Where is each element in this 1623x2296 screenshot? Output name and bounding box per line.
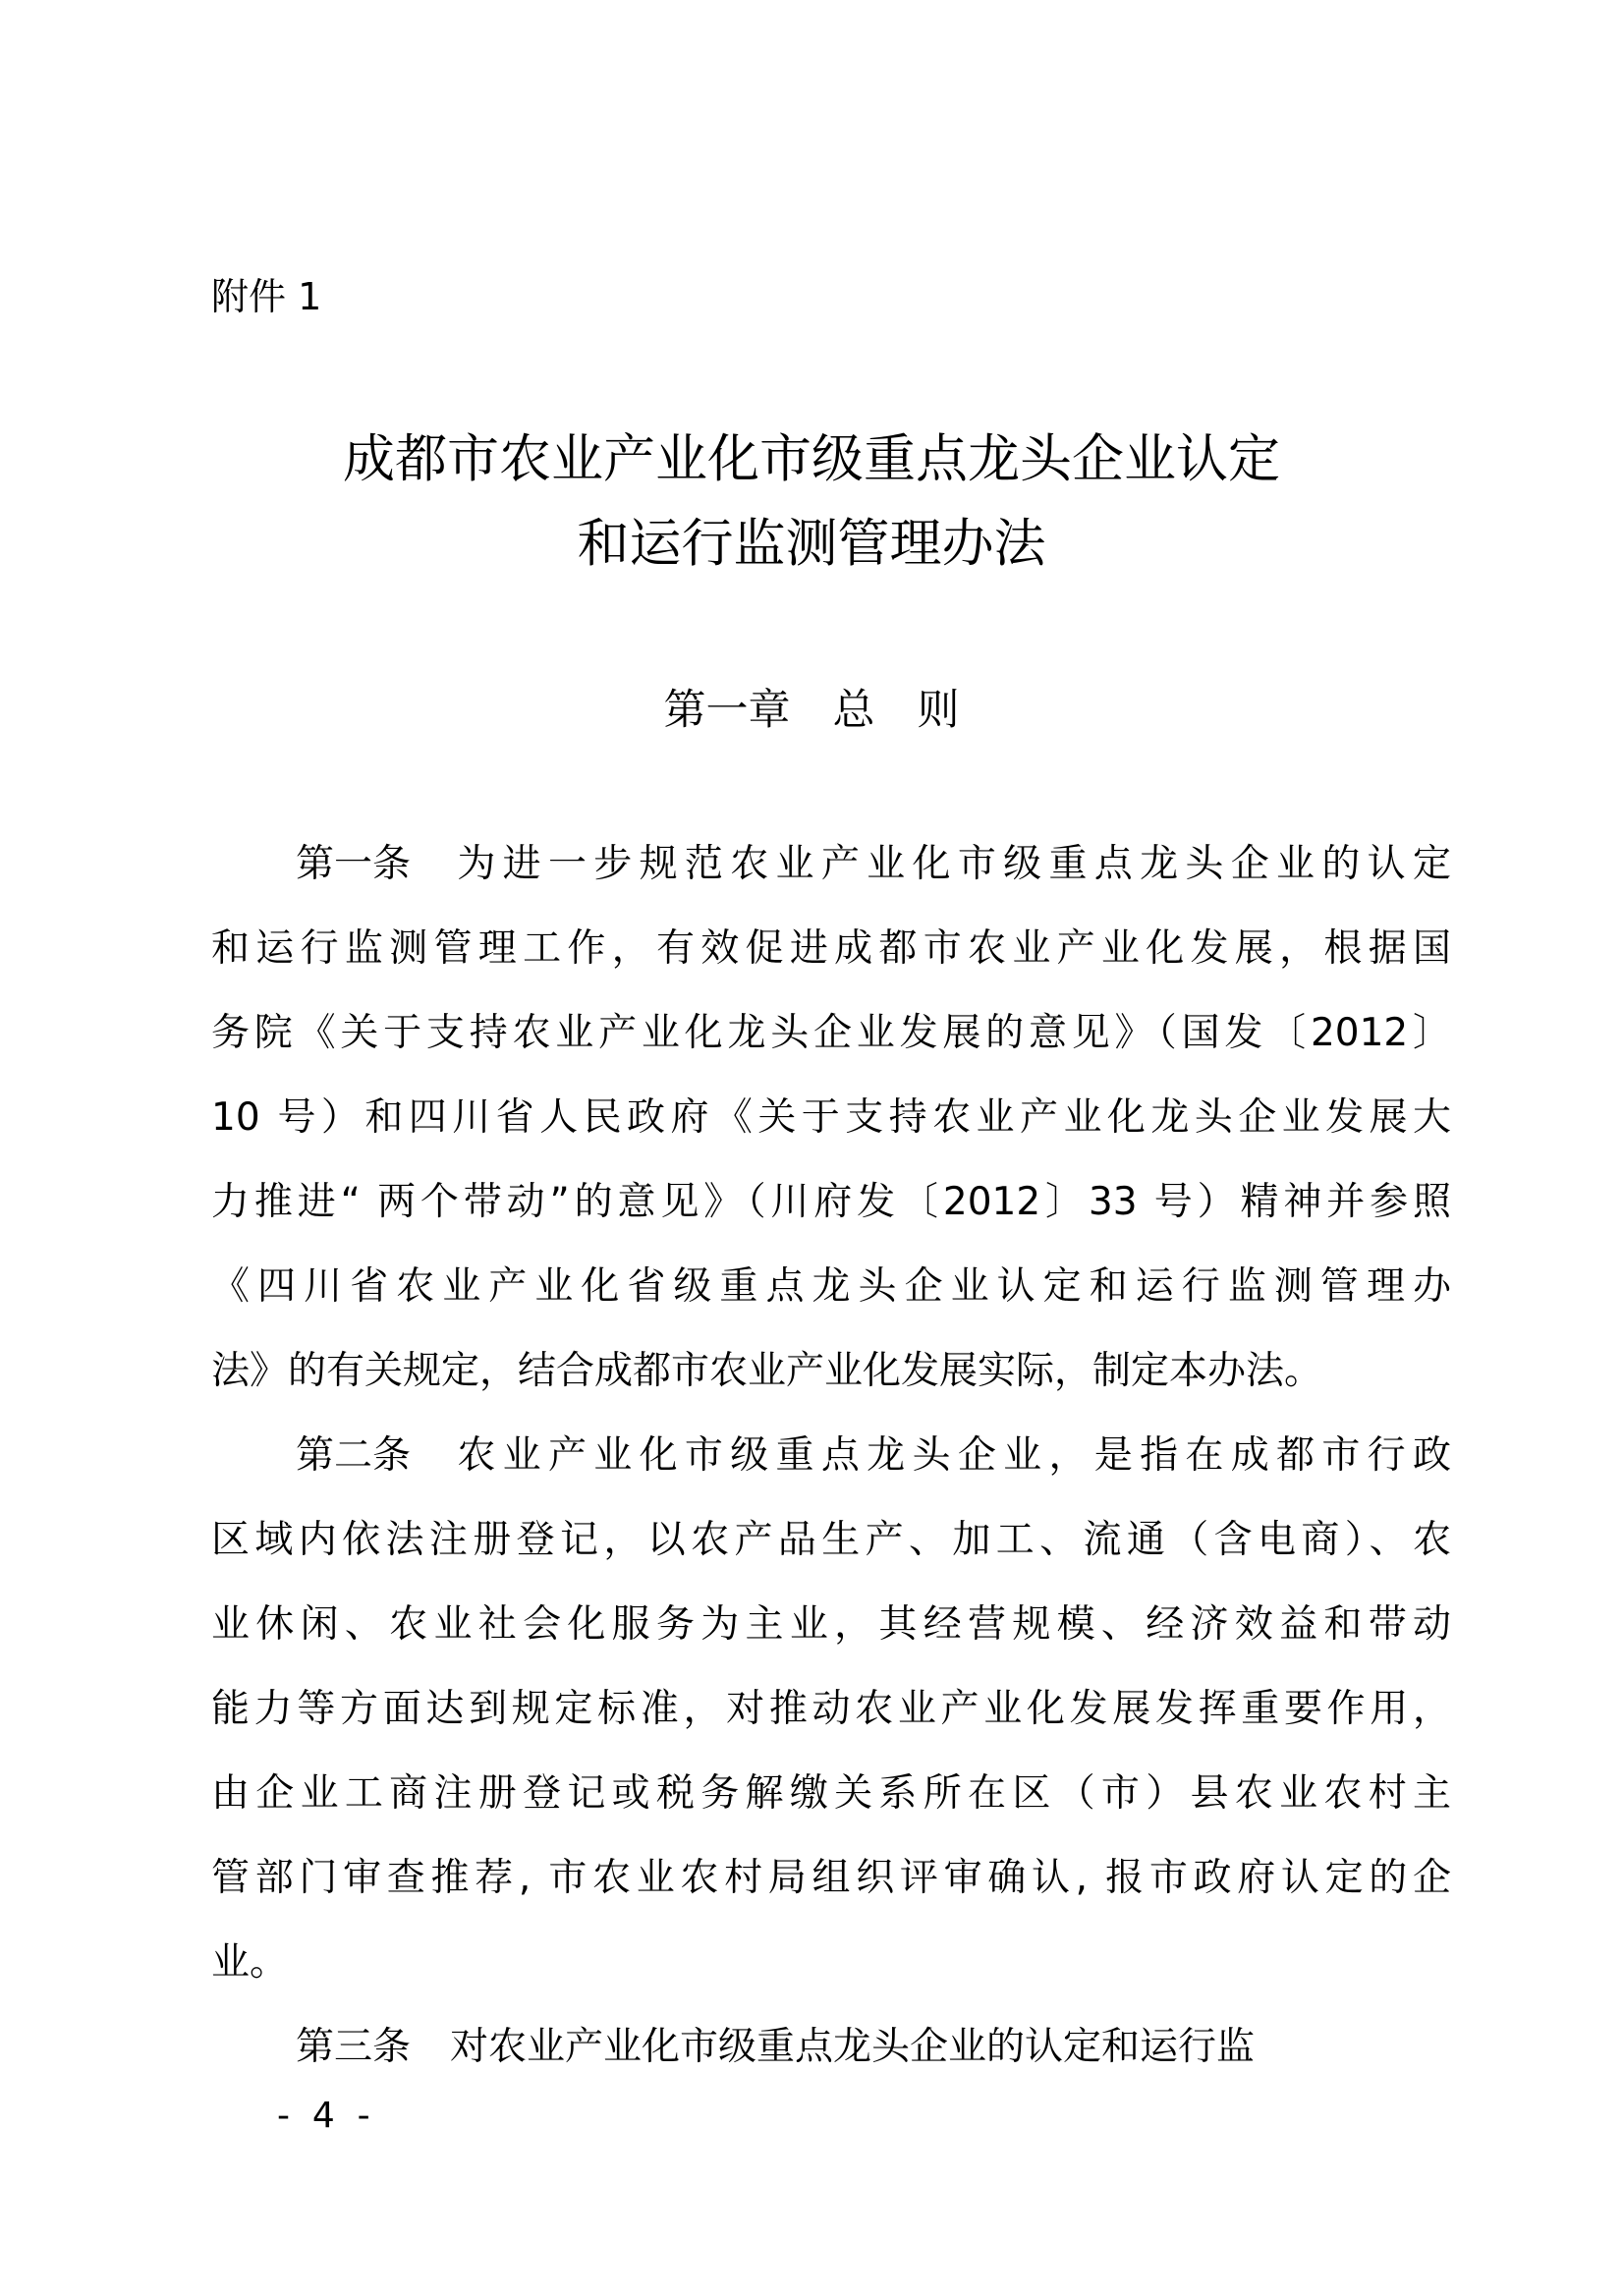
article-3-label: 第三条: [296, 2025, 412, 2069]
document-title-line-2: 和运行监测管理办法: [577, 514, 1046, 574]
article-2-line-5: 由企业工商注册登记或税务解缴关系所在区（市）县农业农村主: [211, 1771, 1451, 1816]
article-1-label: 第一条: [296, 842, 412, 886]
article-2-line-4: 能力等方面达到规定标准，对推动农业产业化发展发挥重要作用，: [211, 1687, 1451, 1731]
article-2-line-6: 管部门审查推荐, 市农业农村局组织评审确认, 报市政府认定的企: [211, 1856, 1451, 1900]
article-1-text: 为进一步规范农业产业化市级重点龙头企业的认定: [450, 842, 1451, 886]
article-3-line-1: [211, 2025, 1451, 2069]
chapter-heading: 第一章 总 则: [663, 686, 960, 735]
article-3-text: 对农业产业化市级重点龙头企业的认定和运行监: [450, 2025, 1256, 2069]
article-1-line-7: 法》的有关规定，结合成都市农业产业化发展实际，制定本办法。: [211, 1349, 1323, 1393]
article-1-line-5: 力推进“ 两个带动”的意见》（川府发〔2012〕33 号）精神并参照: [211, 1180, 1451, 1224]
article-1-line-6: 《四川省农业产业化省级重点龙头企业认定和运行监测管理办: [211, 1264, 1451, 1309]
article-1-line-1: [211, 842, 1451, 886]
article-1-line-2: 和运行监测管理工作，有效促进成都市农业产业化发展，根据国: [211, 926, 1451, 971]
attachment-label: 附件 1: [211, 275, 322, 318]
article-2-label: 第二条: [296, 1433, 412, 1478]
article-2-line-2: 区域内依法注册登记，以农产品生产、加工、流通（含电商）、农: [211, 1518, 1451, 1562]
article-1-line-3: 务院《关于支持农业产业化龙头企业发展的意见》（国发〔2012〕: [211, 1011, 1451, 1055]
article-1-line-4: 10 号）和四川省人民政府《关于支持农业产业化龙头企业发展大: [211, 1095, 1451, 1140]
article-2-text: 农业产业化市级重点龙头企业，是指在成都市行政: [450, 1433, 1451, 1478]
article-2-line-1: [211, 1433, 1451, 1478]
page-number: - 4 -: [277, 2096, 370, 2136]
article-2-line-7: 业。: [211, 1940, 289, 1985]
document-title-line-1: 成都市农业产业化市级重点龙头企业认定: [343, 429, 1280, 489]
article-2-line-3: 业休闲、农业社会化服务为主业，其经营规模、经济效益和带动: [211, 1602, 1451, 1647]
